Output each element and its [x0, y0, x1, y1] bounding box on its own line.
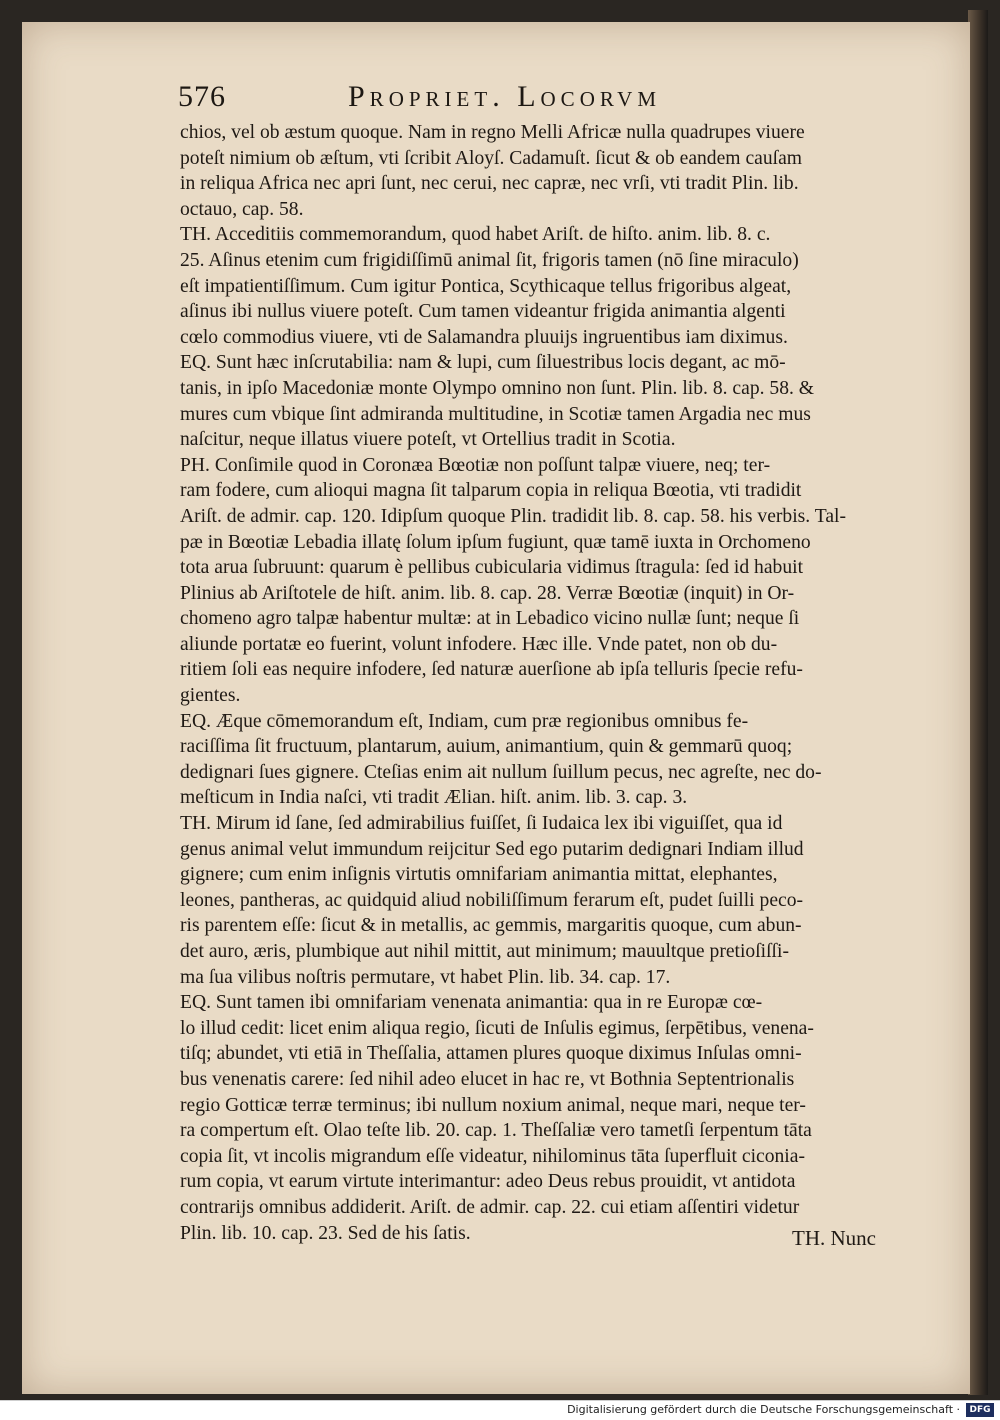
text-line: Ariſt. de admir. cap. 120. Idipſum quoque Plin. tradidit lib. 8. cap. 58. his verbis. Tal- [180, 505, 846, 527]
text-line: tiſq; abundet, vti etiā in Theſſalia, attamen plures quoque diximus Inſulas omni- [180, 1043, 802, 1065]
text-line: ram fodere, cum alioqui magna ſit talparum copia in reliqua Bœotia, vti tradidit [180, 480, 802, 502]
text-line: TH. Acceditiis commemorandum, quod habet Ariſt. de hiſto. anim. lib. 8. c. [180, 224, 771, 246]
text-line: aſinus ibi nullus viuere poteſt. Cum tamen videantur frigida animantia algenti [180, 301, 786, 323]
footer-credit: Digitalisierung gefördert durch die Deutsche Forschungsgemeinschaft · [567, 1403, 960, 1416]
running-title: Propriet. Locorvm [348, 80, 662, 113]
text-line: regio Gotticæ terræ terminus; ibi nullum noxium animal, neque mari, neque ter- [180, 1094, 806, 1116]
dfg-logo-icon: DFG [966, 1403, 994, 1417]
text-line: mures cum vbique ſint admiranda multitudine, in Scotiæ tamen Argadia nec mus [180, 403, 811, 425]
text-line: in reliqua Africa nec apri ſunt, nec cerui, nec capræ, nec vrſi, vti tradit Plin. lib. [180, 173, 799, 195]
text-line: poteſt nimium ob æſtum, vti ſcribit Aloyſ. Cadamuſt. ſicut & ob eandem cauſam [180, 147, 803, 169]
text-line: ra compertum eſt. Olao teſte lib. 20. cap. 1. Theſſaliæ vero tametſi ſerpentum tāta [180, 1120, 812, 1142]
text-line: PH. Conſimile quod in Coronæa Bœotiæ non poſſunt talpæ viuere, neq; ter- [180, 454, 771, 476]
text-line: meſticum in India naſci, vti tradit Ælian. hiſt. anim. lib. 3. cap. 3. [180, 787, 688, 809]
text-line: dedignari ſues gignere. Cteſias enim ait nullum ſuillum pecus, nec agreſte, nec do- [180, 761, 822, 783]
text-line: gignere; cum enim inſignis virtutis omnifariam animantia mittat, elephantes, [180, 864, 778, 886]
text-line: rum copia, vt earum virtute interimantur: adeo Deus rebus prouidit, vt antidota [180, 1171, 796, 1193]
text-line: EQ. Æque cōmemorandum eſt, Indiam, cum præ regionibus omnibus fe- [180, 710, 749, 732]
text-line: Plin. lib. 10. cap. 23. Sed de his ſatis. [180, 1222, 471, 1244]
text-line: octauo, cap. 58. [180, 198, 304, 220]
text-line: Plinius ab Ariſtotele de hiſt. anim. lib. 8. cap. 28. Verræ Bœotiæ (inquit) in Or- [180, 582, 795, 604]
text-line: cœlo commodius viuere, vti de Salamandra pluuijs ingruentibus iam diximus. [180, 326, 788, 348]
body-text [180, 120, 905, 1246]
text-line: eſt impatientiſſimum. Cum igitur Pontica, Scythicaque tellus frigoribus algeat, [180, 275, 792, 297]
text-line: copia ſit, vt incolis migrandum eſſe videatur, nihilominus tāta ſuperfluit ciconia- [180, 1145, 805, 1167]
text-line: chios, vel ob æstum quoque. Nam in regno Melli Africæ nulla quadrupes viuere [180, 122, 805, 143]
digitization-footer [0, 1400, 1000, 1420]
text-line: chomeno agro talpæ habentur multæ: at in Lebadico vicino nullæ ſunt; neque ſi [180, 608, 800, 630]
text-line: tota arua ſubruunt: quarum è pellibus cubicularia vidimus ſtragula: ſed id habuit [180, 557, 804, 579]
text-line: naſcitur, neque illatus viuere poteſt, vt Ortellius tradit in Scotia. [180, 429, 676, 451]
text-line: leones, pantheras, ac quidquid aliud nobiliſſimum ferarum eſt, pudet ſuilli peco- [180, 889, 804, 911]
page-header [178, 80, 778, 118]
text-line: ritiem ſoli eas nequire infodere, ſed naturæ auerſione ab ipſa telluris ſpecie refu- [180, 659, 803, 681]
text-line: genus animal velut immundum reijcitur Sed ego putarim dedignari Indiam illud [180, 838, 804, 860]
text-line: aliunde portatæ eo fuerint, volunt infodere. Hæc ille. Vnde patet, non ob du- [180, 633, 778, 655]
text-line: ma ſua vilibus noſtris permutare, vt habet Plin. lib. 34. cap. 17. [180, 966, 671, 988]
text-line: pæ in Bœotiæ Lebadia illatę ſolum ipſum fugiunt, quæ tamē iuxta in Orchomeno [180, 531, 811, 553]
catchword: TH. Nunc [792, 1226, 876, 1250]
text-line: contrarijs omnibus addiderit. Ariſt. de admir. cap. 22. cui etiam aſſentiri videtur [180, 1196, 800, 1218]
book-spine [968, 10, 988, 1395]
text-line: tanis, in ipſo Macedoniæ monte Olympo omnino non ſunt. Plin. lib. 8. cap. 58. & [180, 377, 815, 399]
text-line: TH. Mirum id ſane, ſed admirabilius fuiſſet, ſi Iudaica lex ibi viguiſſet, qua id [180, 813, 783, 835]
text-line: raciſſima ſit fructuum, plantarum, auium, animantium, quin & gemmarū quoq; [180, 736, 793, 758]
text-line: gientes. [180, 685, 241, 707]
text-line: det auro, æris, plumbique aut nihil mittit, aut minimum; mauultque pretioſiſſi- [180, 941, 789, 962]
text-line: ris parentem eſſe: ſicut & in metallis, ac gemmis, margaritis quoque, cum abun- [180, 915, 802, 937]
text-line: EQ. Sunt tamen ibi omnifariam venenata animantia: qua in re Europæ cœ- [180, 992, 763, 1014]
text-line: lo illud cedit: licet enim aliqua regio, ſicuti de Inſulis egimus, ſerpētibus, venena- [180, 1017, 814, 1039]
text-line: EQ. Sunt hæc inſcrutabilia: nam & lupi, cum ſiluestribus locis degant, ac mō- [180, 352, 786, 374]
text-line: 25. Aſinus etenim cum frigidiſſimū animal ſit, frigoris tamen (nō ſine miraculo) [180, 249, 799, 271]
text-line: bus venenatis carere: ſed nihil adeo elucet in hac re, vt Bothnia Septentrionalis [180, 1068, 795, 1090]
page-number: 576 [178, 80, 226, 113]
